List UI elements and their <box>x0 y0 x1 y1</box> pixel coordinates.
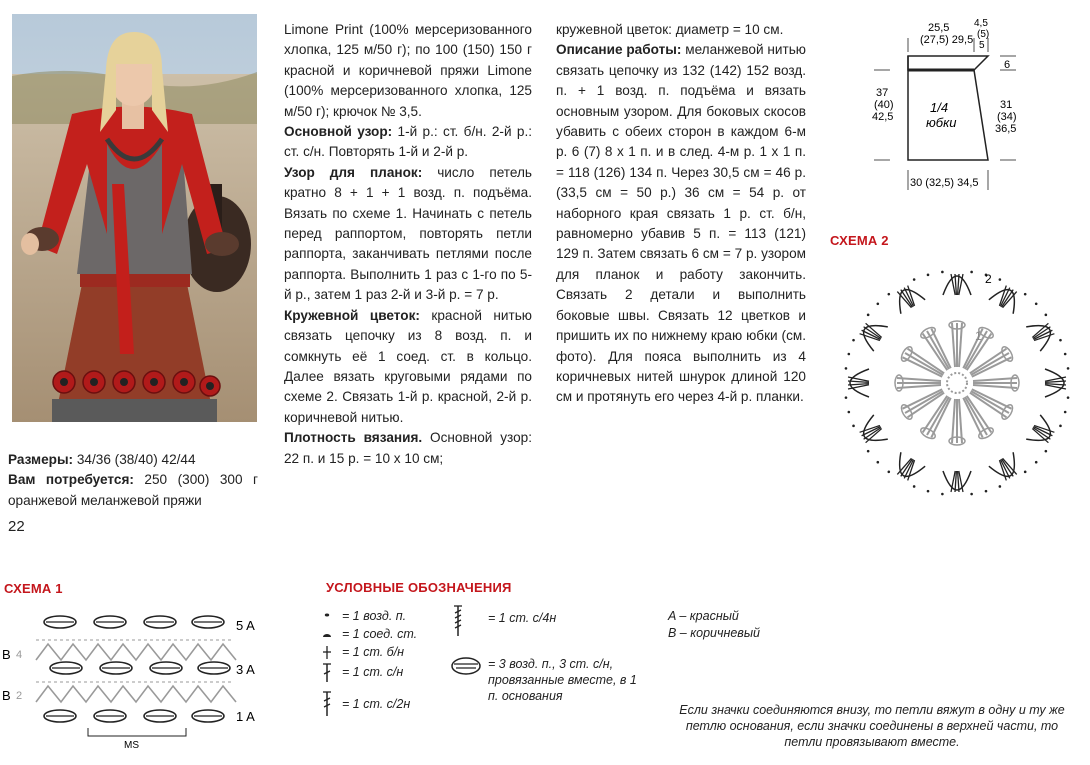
dim-top-right-2: (5) <box>977 29 990 40</box>
dim-top-right-1: 4,5 <box>974 18 988 29</box>
dim-left-2: (40) <box>874 99 894 111</box>
page-number: 22 <box>8 518 25 535</box>
chain-dot <box>852 425 855 428</box>
description-label: Описание работы: <box>556 42 682 58</box>
dim-right-1: 31 <box>1000 99 1013 111</box>
chain-dot <box>845 396 848 399</box>
chain-dot <box>1024 471 1027 474</box>
chain-dot <box>888 293 891 296</box>
basic-pattern-label: Основной узор: <box>284 124 393 140</box>
legend-quad-treble: = 1 ст. с/4н <box>488 611 557 625</box>
flower-outer-petal <box>890 452 925 484</box>
chain-dot <box>848 411 851 414</box>
density-label: Плотность вязания. <box>284 430 423 446</box>
schema1-row-1a: 1 A <box>236 709 255 724</box>
chain-dot <box>941 493 944 496</box>
center-label-2: юбки <box>926 115 957 130</box>
density-text: Основной узор: 22 п. и 15 р. = 10 х 10 см; <box>284 430 532 466</box>
chain-dot <box>1045 450 1048 453</box>
double-crochet-icon <box>323 664 331 682</box>
flower-outer-petal <box>1026 316 1058 351</box>
strip-pattern-text: число петель кратно 8 + 1 + 1 возд. п. подъёма. Вязать по схеме 1. Начинать с петель перед раппортом, повторять петли раппорта, заканчивать петлями после раппорта. Выполнить 1 раз с 1-го по 5-й р., затем 1 раз 2-й и 3-й р. = 7 р. <box>284 164 532 303</box>
chain-dot <box>867 314 870 317</box>
dim-right-2: (34) <box>997 111 1017 123</box>
flower-outer-petal <box>890 282 925 314</box>
flower-inner-petal <box>895 375 941 391</box>
flower-outer-petal <box>1045 369 1066 397</box>
chain-dot <box>1064 411 1067 414</box>
chain-dot <box>1035 303 1038 306</box>
chain-stitch-icon <box>325 614 329 617</box>
schema2-row-1: 1 <box>975 329 982 343</box>
chain-dot <box>941 271 944 274</box>
flower-inner-petal <box>919 393 956 441</box>
flower-inner-petal <box>958 393 995 441</box>
legend-treble: = 1 ст. с/2н <box>342 697 411 711</box>
center-label-1: 1/4 <box>930 100 949 115</box>
sizes-block <box>8 450 258 511</box>
legend-title: УСЛОВНЫЕ ОБОЗНАЧЕНИЯ <box>326 580 512 595</box>
chain-dot <box>1045 314 1048 317</box>
chain-dot <box>888 471 891 474</box>
flower-stitches <box>845 271 1070 496</box>
flower-inner-petal <box>899 384 947 421</box>
chain-dot <box>970 493 973 496</box>
dim-right-3: 36,5 <box>995 123 1017 135</box>
chain-dot <box>877 461 880 464</box>
chain-dot <box>1035 461 1038 464</box>
schema1-ms-label: MS <box>124 740 139 751</box>
chain-dot <box>927 274 930 277</box>
legend-single: = 1 ст. б/н <box>342 645 405 659</box>
legend-color-b: B – коричневый <box>668 626 760 640</box>
flower-label: Кружевной цветок: <box>284 307 420 323</box>
text-column-1 <box>284 20 532 469</box>
dim-top-b: (27,5) 29,5 <box>920 34 974 46</box>
legend-symbols-left <box>318 604 468 724</box>
sizes-value: 34/36 (38/40) 42/44 <box>73 452 196 467</box>
flower-outer-petal <box>856 415 888 450</box>
materials-label: Вам потребуется: <box>8 472 134 488</box>
quad-treble-icon <box>454 606 462 636</box>
schema1-row-3a: 3 A <box>236 662 255 677</box>
chain-dot <box>852 339 855 342</box>
dim-top-a: 25,5 <box>928 22 950 34</box>
dim-left-1: 37 <box>876 87 889 99</box>
schema1-diagram <box>0 600 290 760</box>
chain-dot <box>848 353 851 356</box>
flower-outer-petal <box>848 369 869 397</box>
dim-right-small: 6 <box>1004 59 1011 71</box>
dim-top-right-3: 5 <box>979 40 985 51</box>
chain-dot <box>1059 339 1062 342</box>
legend-slip: = 1 соед. ст. <box>342 627 418 641</box>
schema1-row-5a: 5 A <box>236 618 255 633</box>
chain-dot <box>913 485 916 488</box>
schema2-row-2: 2 <box>985 272 992 286</box>
schema1-row-2-num: 2 <box>16 690 23 702</box>
flower-inner-petal <box>899 345 947 382</box>
schema2-title: СХЕМА 2 <box>830 233 889 248</box>
group-stitch-icon <box>452 658 480 674</box>
repeat-bracket <box>88 728 186 736</box>
legend-symbols-right <box>448 604 648 704</box>
dim-left-3: 42,5 <box>872 111 894 123</box>
intro-text: Limone Print (100% мерсеризованного хлопка, 125 м/50 г); по 100 (150) 150 г красной и коричневой пряжи Limone (100% мерсеризованного хлопка, 125 м/50 г); крючок № 3,5. <box>284 22 532 119</box>
flower-inner-petal <box>967 345 1015 382</box>
legend-chain: = 1 возд. п. <box>342 609 407 623</box>
flower-inner-petal <box>973 375 1019 391</box>
flower-outer-petal <box>989 282 1024 314</box>
flower-outer-petal <box>989 452 1024 484</box>
chain-dot <box>927 490 930 493</box>
chain-dot <box>1064 353 1067 356</box>
strip-stitches <box>36 616 236 736</box>
flower-center-ring <box>947 373 967 393</box>
strip-pattern-label: Узор для планок: <box>284 164 423 180</box>
schema1-title: СХЕМА 1 <box>4 581 63 596</box>
schema1-row-4-num: 4 <box>16 649 23 661</box>
schema1-row-2b: B <box>2 688 11 703</box>
chain-dot <box>1059 425 1062 428</box>
flower-outer-petal <box>856 316 888 351</box>
chain-dot <box>877 303 880 306</box>
legend-double: = 1 ст. с/н <box>342 665 404 679</box>
sizes-label: Размеры: <box>8 452 74 467</box>
chain-dot <box>1024 293 1027 296</box>
treble-crochet-icon <box>323 692 331 716</box>
flower-density-text: кружевной цветок: диаметр = 10 см. <box>556 22 784 37</box>
legend-group-stitch: = 3 возд. п., 3 ст. с/н, провязанные вместе, в 1 п. основания <box>488 657 637 703</box>
legend-color-a: A – красный <box>668 609 739 623</box>
chain-zigzag <box>36 644 236 660</box>
skirt-pattern-diagram <box>860 14 1090 194</box>
schema2-diagram <box>835 258 1080 508</box>
materials-value: 250 (300) 300 г оранжевой меланжевой пряжи <box>8 472 258 508</box>
chain-zigzag <box>36 686 236 702</box>
chain-dot <box>867 450 870 453</box>
chain-dot <box>999 278 1002 281</box>
single-crochet-icon <box>323 646 331 659</box>
flower-inner-petal <box>949 321 965 367</box>
chain-dot <box>845 367 848 370</box>
slip-stitch-icon <box>323 634 331 637</box>
chain-dot <box>913 278 916 281</box>
text-column-2 <box>556 20 806 408</box>
flower-outer-petal <box>943 274 971 295</box>
chain-dot <box>970 271 973 274</box>
schema1-row-4b: B <box>2 647 11 662</box>
description-text: меланжевой нитью связать цепочку из 132 (142) 152 возд. п. + 1 возд. п. подъёма и вязать основным узором. Для боковых скосов убавить с обеих сторон в каждом 6-м р. 6 (7) 8 х 1 п. и в след. 4-м р. 1 х 1 п. = 118 (126) 134 п. Через 30,5 см = 46 р. (33,5 см = 50 р.) 36 см = 54 р. от наборного края связать 1 р. ст. б/н, равномерно убавив 5 п. = 113 (121) 129 п. Затем связать 6 см = 7 р. узором для планок и работу закончить. Связать 2 детали и выполнить боковые швы. Связать 12 цветков и пришить их по нижнему краю юбки (см. фото). Для пояса выполнить из 4 коричневых нитей шнурок длиной 120 см и протянуть его через 4-й р. планки. <box>556 42 806 405</box>
flower-inner-petal <box>949 399 965 445</box>
flower-outer-petal <box>943 471 971 492</box>
flower-outer-petal <box>1026 415 1058 450</box>
chain-dot <box>1067 367 1070 370</box>
flower-inner-petal <box>919 325 956 373</box>
flower-text: красной нитью связать цепочку из 8 возд. п. и сомкнуть её 1 соед. ст. в кольцо. Далее вязать круговыми рядами по схеме 2. Связать 1-й р. красной, 2-й р. коричневой нитью. <box>284 307 532 425</box>
model-photo <box>12 14 257 422</box>
flower-inner-petal <box>967 384 1015 421</box>
chain-dot <box>999 485 1002 488</box>
chain-dot <box>985 490 988 493</box>
dim-bottom: 30 (32,5) 34,5 <box>910 177 979 189</box>
basic-pattern-text: 1-й р.: ст. б/н. 2-й р.: ст. с/н. Повторять 1-й и 2-й р. <box>284 124 533 160</box>
chain-dot <box>1067 396 1070 399</box>
legend-note: Если значки соединяются внизу, то петли вяжут в одну и ту же петлю основания, если значки соединены в верхней части, то петли провязывают вместе. <box>679 703 1065 749</box>
